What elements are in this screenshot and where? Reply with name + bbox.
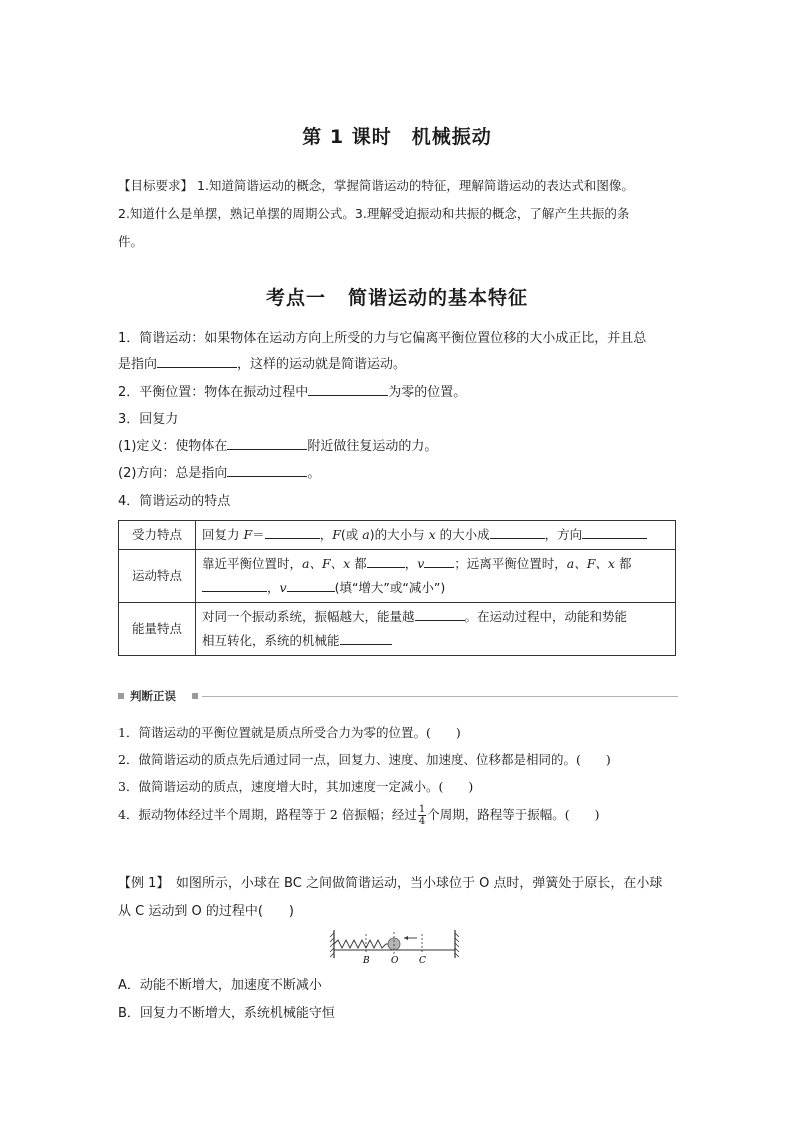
judge-item-2: 2．做简谐运动的质点先后通过同一点，回复力、速度、加速度、位移都是相同的。( ) (118, 752, 611, 767)
table-row (119, 550, 676, 603)
right-wall-hatch (455, 933, 459, 957)
fill-blank[interactable] (424, 553, 454, 568)
fill-blank[interactable] (582, 524, 647, 539)
row-head: 受力特点 (119, 521, 196, 550)
table-row (119, 603, 676, 656)
goal-text-2: 2.知道什么是单摆，熟记单摆的周期公式。3.理解受迫振动和共振的概念，了解产生共振的条 (118, 206, 630, 221)
row-content: 靠近平衡位置时，a、F、x 都 ，v ；远离平衡位置时，a、F、x 都 ，v (填“增大”或“减小”) (196, 550, 676, 603)
point-4: 4．简谐运动的特点 (118, 494, 231, 509)
fill-blank[interactable] (415, 606, 465, 621)
fill-blank[interactable] (202, 577, 267, 592)
learning-goals (118, 172, 680, 256)
section-title (0, 283, 794, 310)
judge-label: 判断正误 (130, 689, 176, 703)
square-bullet-icon (192, 693, 198, 699)
row-content: 回复力 F＝ ，F(或 a)的大小与 x 的大小成 ，方向 (196, 521, 676, 550)
point-2: 2．平衡位置：物体在振动过程中 为零的位置。 (118, 380, 680, 406)
judge-item-3: 3．做简谐运动的质点，速度增大时，其加速度一定减小。( ) (118, 779, 474, 794)
fill-blank[interactable] (227, 435, 307, 450)
example-line-1: 如图所示，小球在 BC 之间做简谐运动，当小球位于 O 点时，弹簧处于原长，在小球 (162, 876, 663, 891)
example-tag: 【例 1】 (118, 876, 163, 891)
point-3-2: (2)方向：总是指向 。 (118, 461, 680, 487)
goal-text-1: 1.知道简谐运动的概念，掌握简谐运动的特征，理解简谐运动的表达式和图像。 (197, 178, 634, 193)
fill-blank[interactable] (227, 462, 307, 477)
row-head: 能量特点 (119, 603, 196, 656)
lesson-title (0, 122, 794, 149)
spring-oscillator-figure (326, 928, 462, 966)
row-head: 运动特点 (119, 550, 196, 603)
fraction: $\frac{1}{4}$ (418, 804, 426, 827)
option-b[interactable]: B．回复力不断增大，系统机械能守恒 (118, 1006, 335, 1021)
point-3-1: (1)定义：使物体在 附近做往复运动的力。 (118, 434, 680, 460)
arrow-head-icon (404, 936, 408, 940)
section-number: 考点一 (265, 287, 326, 309)
point-1-line-2: 是指向 ，这样的运动就是简谐运动。 (118, 352, 680, 378)
point-3: 3．回复力 (118, 412, 179, 427)
table-row (119, 521, 676, 550)
point-1 (118, 326, 680, 378)
label-o: O (391, 956, 399, 966)
judge-item-4: 4．振动物体经过半个周期，路程等于 2 倍振幅；经过 $\frac{1}{4}$ 个周期，路程等于振幅。( ) (118, 804, 600, 827)
fill-blank[interactable] (308, 381, 388, 396)
label-b: B (363, 956, 370, 966)
option-a[interactable]: A．动能不断增大，加速度不断减小 (118, 978, 322, 993)
example-1 (118, 870, 680, 926)
lesson-topic: 机械振动 (411, 126, 492, 148)
divider (202, 696, 678, 697)
section-name: 简谐运动的基本特征 (348, 287, 529, 309)
judge-item-1: 1．简谐运动的平衡位置就是质点所受合力为零的位置。( ) (118, 725, 461, 740)
judge-section-header (118, 688, 678, 706)
example-line-2: 从 C 运动到 O 的过程中( ) (118, 904, 294, 919)
point-1-line-1: 1．简谐运动：如果物体在运动方向上所受的力与它偏离平衡位置位移的大小成正比，并且总 (118, 331, 647, 346)
spring (334, 940, 388, 948)
label-c: C (419, 956, 426, 966)
lesson-number: 第 1 课时 (302, 126, 392, 148)
goal-tag: 【目标要求】 (118, 178, 194, 193)
fill-blank[interactable] (287, 577, 335, 592)
fill-blank[interactable] (340, 630, 392, 645)
fill-blank[interactable] (265, 524, 320, 539)
row-content: 对同一个振动系统，振幅越大，能量越 。在运动过程中，动能和势能 相互转化，系统的机械能 (196, 603, 676, 656)
fill-blank[interactable] (367, 553, 405, 568)
fill-blank[interactable] (490, 524, 545, 539)
fill-blank[interactable] (157, 353, 237, 368)
features-table (118, 520, 676, 656)
goal-text-3: 件。 (118, 234, 144, 249)
left-wall-hatch (330, 933, 334, 957)
square-bullet-icon (118, 693, 124, 699)
